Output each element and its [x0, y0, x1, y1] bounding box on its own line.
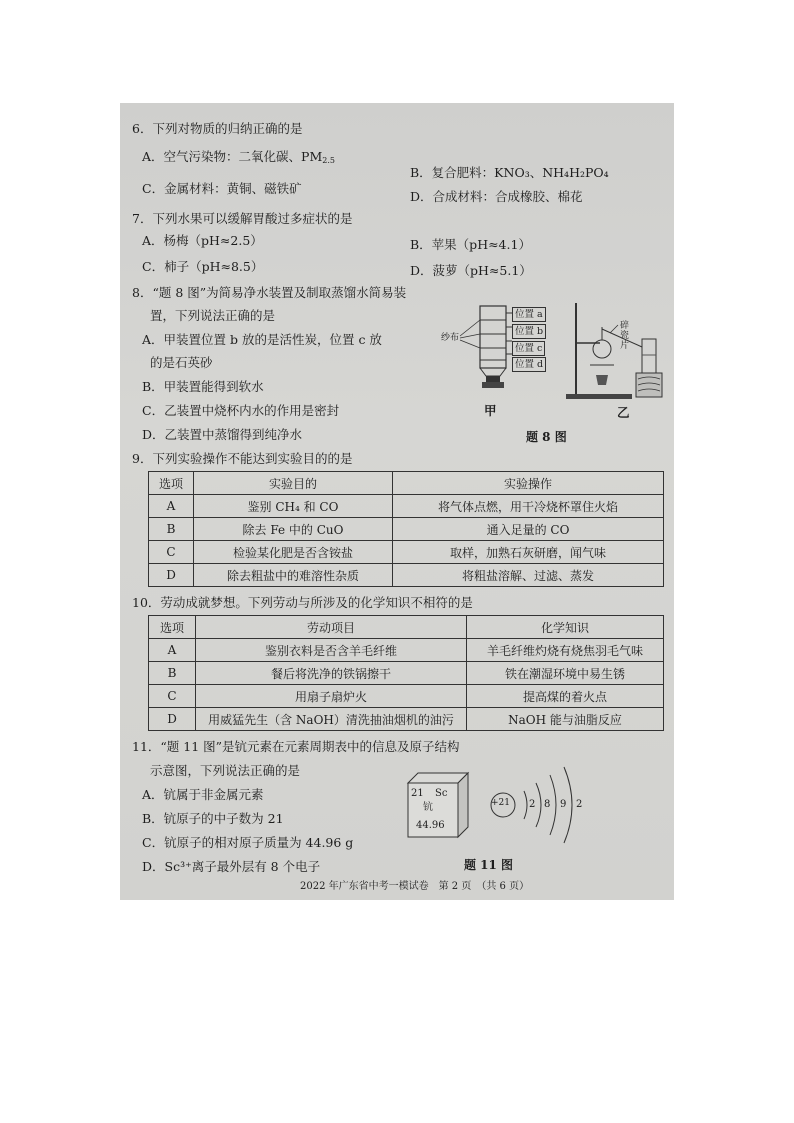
cell: 通入足量的 CO: [393, 518, 664, 541]
q11-figure-caption: 题 11 图: [464, 858, 514, 872]
cell: 铁在潮湿环境中易生锈: [467, 662, 664, 685]
table-row: [149, 495, 664, 518]
element-atomic-number: 21: [411, 788, 424, 799]
shell-4-electrons: 2: [576, 799, 583, 810]
q10-table: [148, 615, 664, 731]
q7-option-b: B．苹果（pH≈4.1）: [410, 237, 531, 252]
header-option: 选项: [149, 472, 194, 495]
q8-option-a: A．甲装置位置 b 放的是活性炭，位置 c 放: [142, 332, 382, 347]
filter-position-a: 位置 a: [512, 307, 546, 322]
header-knowledge: 化学知识: [467, 616, 664, 639]
q6-option-a: A．空气污染物：二氧化碳、$PM_{2.5}$: [142, 149, 335, 165]
element-atomic-mass: 44.96: [416, 820, 445, 831]
shell-1-electrons: 2: [529, 799, 536, 810]
q11-stem-line1: 11．“题 11 图”是钪元素在元素周期表中的信息及原子结构: [132, 739, 460, 754]
cell: 餐后将洗净的铁锅擦干: [196, 662, 467, 685]
cell: 除去粗盐中的难溶性杂质: [194, 564, 393, 587]
cell: 除去 Fe 中的 CuO: [194, 518, 393, 541]
q8-stem-line2: 置，下列说法正确的是: [150, 308, 276, 323]
q11-option-d: D．Sc³⁺离子最外层有 8 个电子: [142, 859, 321, 874]
table-row: [149, 639, 664, 662]
cell: A: [149, 639, 196, 662]
distillation-apparatus: [560, 299, 670, 401]
q6-stem: 6．下列对物质的归纳正确的是: [132, 121, 303, 136]
table-row: [149, 685, 664, 708]
filter-position-d: 位置 d: [512, 357, 546, 372]
table-row: [149, 662, 664, 685]
cell: 提高煤的着火点: [467, 685, 664, 708]
q11-option-a: A．钪属于非金属元素: [142, 787, 264, 802]
table-row: [149, 541, 664, 564]
q6-option-b: B．复合肥料：KNO₃、NH₄H₂PO₄: [410, 165, 609, 180]
q8-option-c: C．乙装置中烧杯内水的作用是密封: [142, 403, 340, 418]
q8-option-b: B．甲装置能得到软水: [142, 379, 264, 394]
cell: C: [149, 541, 194, 564]
cell: A: [149, 495, 194, 518]
q8-option-a-cont: 的是石英砂: [150, 355, 213, 370]
q7-option-c: C．柿子（pH≈8.5）: [142, 259, 264, 274]
filter-position-c: 位置 c: [512, 341, 545, 356]
q8-figure-caption: 题 8 图: [526, 430, 567, 444]
header-labor: 劳动项目: [196, 616, 467, 639]
filter-position-b: 位置 b: [512, 324, 546, 339]
cell: 鉴别 CH₄ 和 CO: [194, 495, 393, 518]
cell: B: [149, 662, 196, 685]
cell: 将气体点燃，用干冷烧杯罩住火焰: [393, 495, 664, 518]
shell-3-electrons: 9: [560, 799, 567, 810]
header-purpose: 实验目的: [194, 472, 393, 495]
table-row: [149, 708, 664, 731]
cell: D: [149, 564, 194, 587]
cell: 取样，加熟石灰研磨，闻气味: [393, 541, 664, 564]
q8-stem-line1: 8．“题 8 图”为简易净水装置及制取蒸馏水简易装: [132, 285, 407, 300]
cell: 用扇子扇炉火: [196, 685, 467, 708]
cell: 检验某化肥是否含铵盐: [194, 541, 393, 564]
q8-option-d: D．乙装置中蒸馏得到纯净水: [142, 427, 303, 442]
header-operation: 实验操作: [393, 472, 664, 495]
element-name: 钪: [423, 802, 433, 813]
q11-option-c: C．钪原子的相对原子质量为 44.96 g: [142, 835, 354, 850]
table-row: [149, 518, 664, 541]
label-jia: 甲: [484, 403, 497, 418]
header-option: 选项: [149, 616, 196, 639]
page-footer: 2022 年广东省中考一模试卷 第 2 页 （共 6 页）: [300, 881, 530, 892]
porcelain-shards-label: 碎瓷片: [620, 321, 630, 351]
shell-2-electrons: 8: [544, 799, 551, 810]
q6-option-d: D．合成材料：合成橡胶、棉花: [410, 189, 583, 204]
gauze-label: 纱布: [441, 333, 460, 343]
scanned-page: [120, 103, 674, 900]
cell: D: [149, 708, 196, 731]
q6-option-c: C．金属材料：黄铜、磁铁矿: [142, 181, 302, 196]
table-header-row: [149, 616, 664, 639]
cell: C: [149, 685, 196, 708]
cell: 鉴别衣料是否含羊毛纤维: [196, 639, 467, 662]
q11-stem-line2: 示意图，下列说法正确的是: [150, 763, 301, 778]
table-header-row: [149, 472, 664, 495]
q9-stem: 9．下列实验操作不能达到实验目的的是: [132, 451, 353, 466]
cell: 用威猛先生（含 NaOH）清洗抽油烟机的油污: [196, 708, 467, 731]
cell: 羊毛纤维灼烧有烧焦羽毛气味: [467, 639, 664, 662]
cell: 将粗盐溶解、过滤、蒸发: [393, 564, 664, 587]
q7-stem: 7．下列水果可以缓解胃酸过多症状的是: [132, 211, 353, 226]
nucleus-charge: +21: [491, 798, 510, 808]
element-symbol: Sc: [435, 788, 448, 799]
q7-option-a: A．杨梅（pH≈2.5）: [142, 233, 263, 248]
q9-table: [148, 471, 664, 587]
label-yi: 乙: [617, 405, 630, 420]
q7-option-d: D．菠萝（pH≈5.1）: [410, 263, 532, 278]
cell: B: [149, 518, 194, 541]
q11-option-b: B．钪原子的中子数为 21: [142, 811, 284, 826]
cell: NaOH 能与油脂反应: [467, 708, 664, 731]
table-row: [149, 564, 664, 587]
q10-stem: 10．劳动成就梦想。下列劳动与所涉及的化学知识不相符的是: [132, 595, 473, 610]
